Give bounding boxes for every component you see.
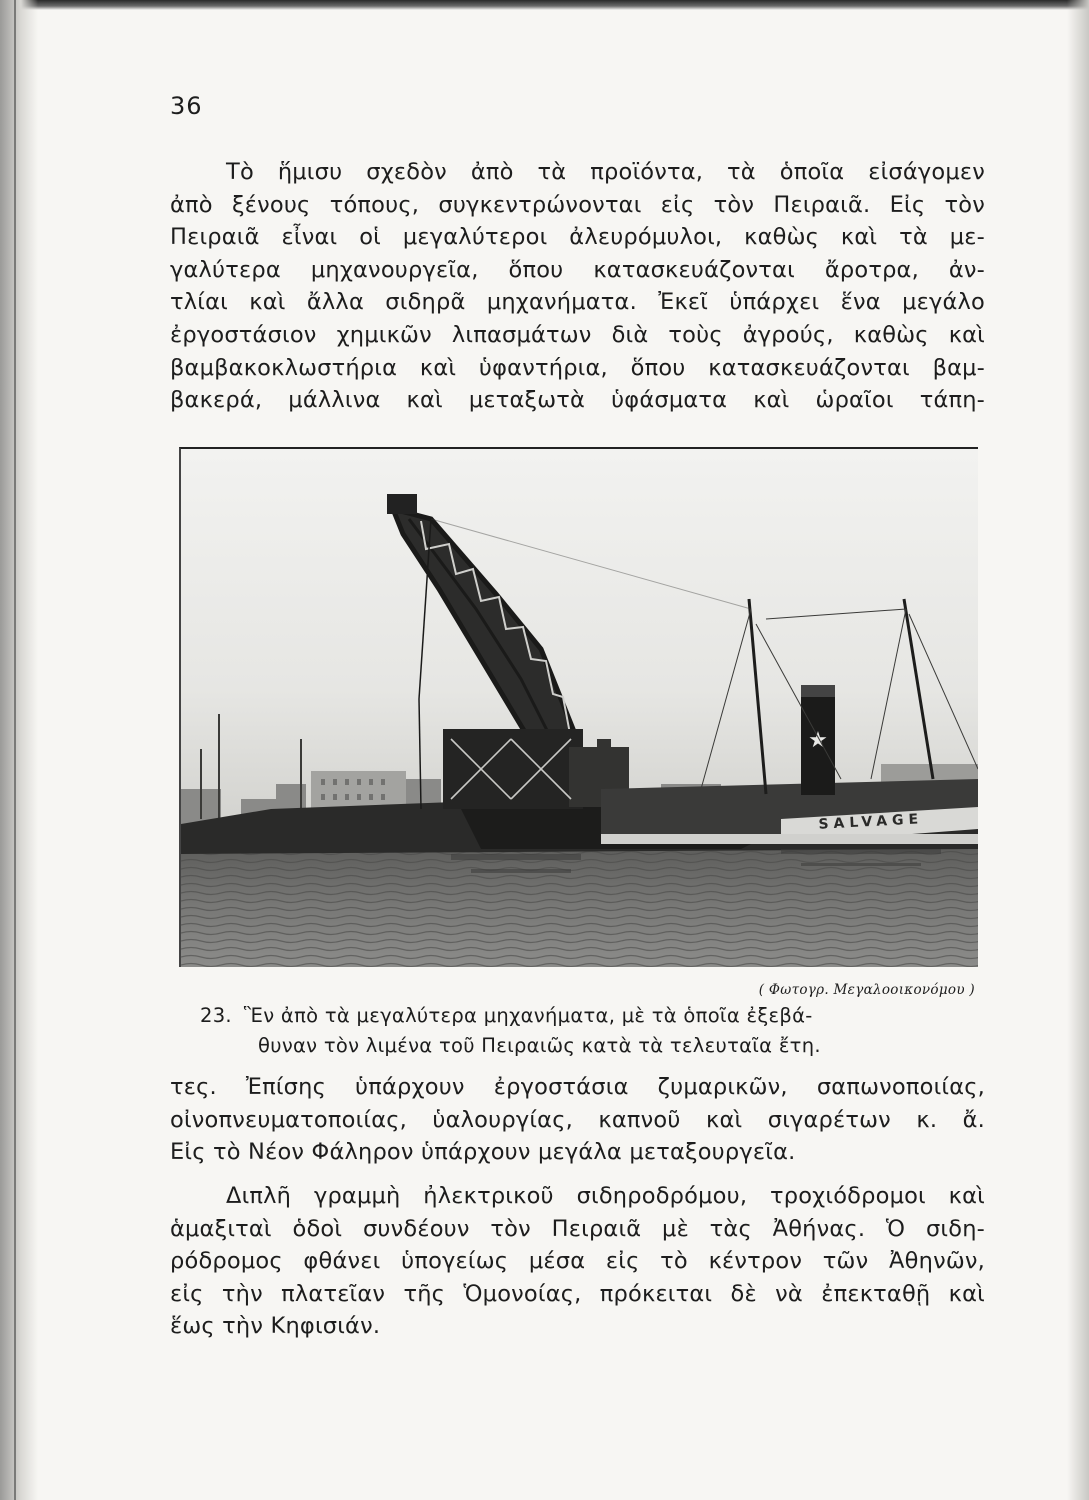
page-edge-shadow [1067, 0, 1089, 1500]
harbor-crane-photo [179, 447, 978, 967]
page-top-edge [0, 0, 1089, 10]
text-line: οἰνοπνευματοποιίας, ὑαλουργίας, καπνοῦ καὶ σιγαρέτων κ. ἄ. [170, 1106, 985, 1133]
text-line: βαμβακοκλωστήρια καὶ ὑφαντήρια, ὅπου κατασκευάζονται βαμ- [170, 354, 985, 381]
paragraph-3 [170, 1180, 985, 1343]
binding-line [14, 0, 16, 1500]
caption-text: Ἓν ἀπὸ τὰ μεγαλύτερα μηχανήματα, μὲ τὰ ὁποῖα ἐξεβά- [243, 1004, 813, 1027]
text-line: ἀπὸ ξένους τόπους, συγκεντρώνονται εἰς τὸν Πειραιᾶ. Εἰς τὸν [170, 191, 985, 218]
text-line: Εἰς τὸ Νέον Φάληρον ὑπάρχουν μεγάλα μεταξουργεῖα. [170, 1139, 796, 1166]
photo-credit: ( Φωτογρ. Μεγαλοοικονόμου ) [758, 982, 975, 998]
photo-illustration [181, 449, 978, 967]
svg-text:★: ★ [808, 728, 828, 753]
paragraph-1 [170, 156, 985, 417]
text-line: τλίαι καὶ ἄλλα σιδηρᾶ μηχανήματα. Ἐκεῖ ὑπάρχει ἕνα μεγάλο [170, 289, 985, 316]
text-line: βακερά, μάλλινα καὶ μεταξωτὰ ὑφάσματα καὶ ὡραῖοι τάπη- [170, 387, 985, 414]
binding-shadow [0, 0, 38, 1500]
text-line: ἁμαξιταὶ ὁδοὶ συνδέουν τὸν Πειραιᾶ μὲ τὰς Ἀθήνας. Ὁ σιδη- [170, 1215, 985, 1242]
caption-line-1 [200, 1001, 980, 1031]
ship-hull-label: SALVAGE [818, 811, 924, 833]
text-line: ρόδρομος φθάνει ὑπογείως μέσα εἰς τὸ κέντρον τῶν Ἀθηνῶν, [170, 1248, 985, 1275]
text-line: Πειραιᾶ εἶναι οἱ μεγαλύτεροι ἀλευρόμυλοι, καθὼς καὶ τὰ με- [170, 224, 985, 251]
figure-number: 23. [200, 1004, 232, 1027]
text-line: εἰς τὴν πλατεῖαν τῆς Ὁμονοίας, πρόκειται δὲ νὰ ἐπεκταθῇ καὶ [170, 1280, 985, 1307]
text-line: ἐργοστάσιον χημικῶν λιπασμάτων διὰ τοὺς ἀγρούς, καθὼς καὶ [170, 321, 985, 348]
text-line: ἕως τὴν Κηφισιάν. [170, 1313, 381, 1340]
text-line: τες. Ἐπίσης ὑπάρχουν ἐργοστάσια ζυμαρικῶν, σαπωνοποιίας, [170, 1074, 985, 1100]
text-line: γαλύτερα μηχανουργεῖα, ὅπου κατασκευάζονται ἄροτρα, ἀν- [170, 256, 985, 283]
caption-line-2: θυναν τὸν λιμένα τοῦ Πειραιῶς κατὰ τὰ τελευταῖα ἔτη. [258, 1034, 821, 1057]
page-number: 36 [170, 92, 203, 120]
text-line: Τὸ ἥμισυ σχεδὸν ἀπὸ τὰ προϊόντα, τὰ ὁποῖα εἰσάγομεν [226, 159, 985, 185]
paragraph-2 [170, 1071, 985, 1169]
figure-caption [200, 1001, 980, 1061]
text-line: Διπλῆ γραμμὴ ἠλεκτρικοῦ σιδηροδρόμου, τροχιόδρομοι καὶ [226, 1183, 985, 1209]
